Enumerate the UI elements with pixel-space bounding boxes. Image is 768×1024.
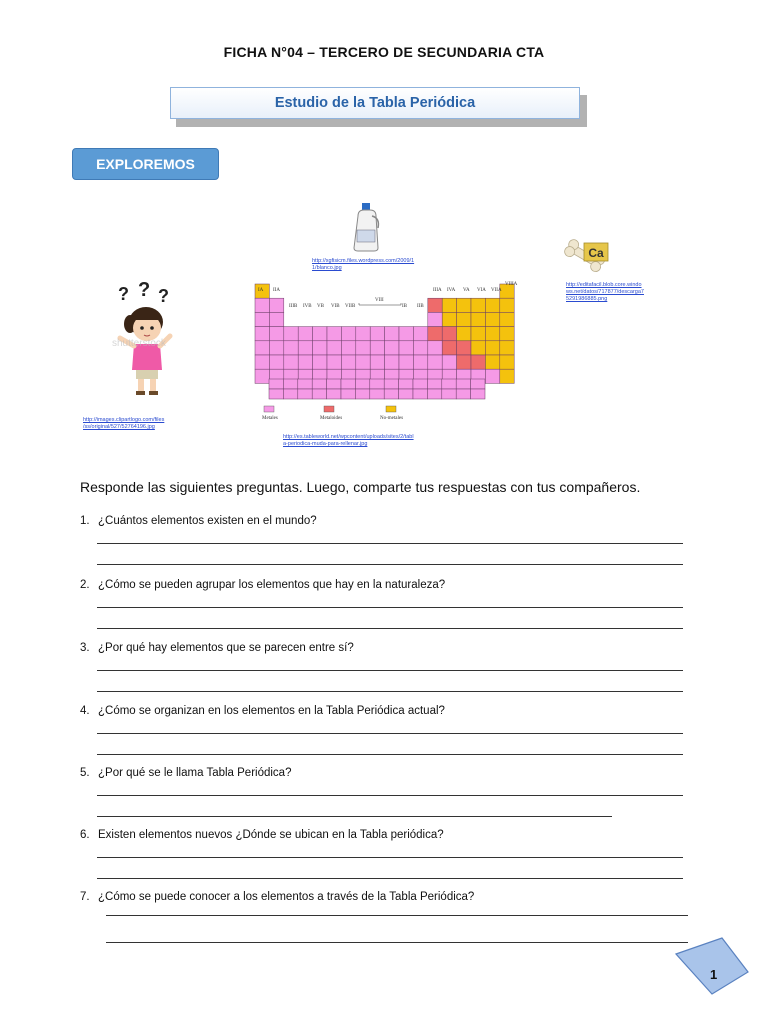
- question-text: Existen elementos nuevos ¿Dónde se ubican en la Tabla periódica?: [98, 829, 444, 841]
- element-cell: [298, 389, 312, 399]
- answer-line[interactable]: [97, 670, 683, 671]
- explore-section-label: EXPLOREMOS: [72, 148, 219, 180]
- bottle-caption[interactable]: [312, 258, 414, 272]
- legend-swatch-metalloids: [324, 406, 334, 412]
- element-cell: [471, 312, 485, 326]
- group-label: IIIB: [289, 304, 298, 309]
- group-label: VIIB: [345, 304, 356, 309]
- group-label: IB: [402, 304, 407, 309]
- group-label: VIA: [477, 288, 486, 293]
- question-item: [80, 579, 445, 591]
- element-cell: [384, 389, 398, 399]
- watermark-text: shutterstock: [112, 338, 166, 349]
- element-cell: [428, 327, 442, 341]
- answer-line[interactable]: [97, 878, 683, 879]
- element-cell: [284, 355, 298, 369]
- element-cell: [471, 379, 485, 389]
- element-cell: [298, 379, 312, 389]
- element-cell: [313, 355, 327, 369]
- element-cell: [341, 327, 355, 341]
- element-cell: [370, 327, 384, 341]
- element-cell: [313, 327, 327, 341]
- element-cell: [428, 312, 442, 326]
- element-cell: [312, 379, 326, 389]
- element-cell: [298, 327, 312, 341]
- element-cell: [255, 341, 269, 355]
- answer-line[interactable]: [97, 754, 683, 755]
- element-cell: [269, 327, 283, 341]
- element-cell: [370, 379, 384, 389]
- element-cell: [413, 389, 427, 399]
- worksheet-banner: Estudio de la Tabla Periódica: [170, 87, 580, 119]
- legend-label: Metaloides: [320, 416, 343, 421]
- element-cell: [385, 355, 399, 369]
- group-label: IIIA: [433, 288, 442, 293]
- answer-line[interactable]: [97, 564, 683, 565]
- element-cell: [457, 298, 471, 312]
- group-label: VIII: [375, 298, 384, 303]
- element-cell: [500, 355, 514, 369]
- element-cell: [298, 355, 312, 369]
- element-cell: [471, 298, 485, 312]
- girl-caption[interactable]: [83, 417, 164, 431]
- answer-line[interactable]: [97, 607, 683, 608]
- element-cell: [269, 389, 283, 399]
- thinking-girl-image: [104, 282, 184, 400]
- element-cell: [327, 341, 341, 355]
- question-number: 1.: [80, 515, 90, 527]
- bone-caption-line: ws.net/datos/717877/descarga7: [566, 289, 644, 295]
- group-label: VIIA: [491, 288, 502, 293]
- group-label: IVA: [447, 288, 456, 293]
- element-cell: [457, 341, 471, 355]
- girl-caption-line: /ss/original/527/52764196.jpg: [83, 424, 155, 430]
- element-cell: [356, 355, 370, 369]
- element-cell: [269, 379, 283, 389]
- element-cell: [327, 389, 341, 399]
- element-cell: [471, 341, 485, 355]
- answer-line[interactable]: [97, 733, 683, 734]
- element-cell: [413, 379, 427, 389]
- question-text: ¿Cómo se pueden agrupar los elementos que hay en la naturaleza?: [98, 579, 446, 591]
- element-cell: [370, 355, 384, 369]
- group-label: VB: [317, 304, 324, 309]
- bleach-bottle-image: [352, 202, 382, 252]
- element-cell: [457, 355, 471, 369]
- element-cell: [399, 379, 413, 389]
- element-cell: [500, 312, 514, 326]
- element-cell: [370, 341, 384, 355]
- question-item: [80, 515, 317, 527]
- page-number: 1: [710, 967, 718, 982]
- legend-swatch-metals: [264, 406, 274, 412]
- element-cell: [327, 327, 341, 341]
- question-mark-icon: ?: [118, 284, 129, 304]
- periodic-table-diagram: [252, 280, 524, 426]
- element-cell: [269, 298, 283, 312]
- element-cell: [255, 312, 269, 326]
- answer-line[interactable]: [97, 628, 683, 629]
- group-label: IIB: [417, 304, 424, 309]
- question-text: ¿Cómo se puede conocer a los elementos a través de la Tabla Periódica?: [98, 891, 475, 903]
- bone-caption-line: 5291986885.png: [566, 296, 608, 302]
- element-cell: [384, 379, 398, 389]
- bottle-caption-line: 1/blanco.jpg: [312, 265, 342, 271]
- answer-line[interactable]: [97, 816, 612, 817]
- element-cell: [442, 355, 456, 369]
- question-item: [80, 642, 354, 654]
- table-caption-line: http://es.tableworld.net/wpcontent/uploads/sites/2/tabl: [283, 434, 414, 440]
- element-cell: [471, 355, 485, 369]
- group-label: VA: [463, 288, 470, 293]
- element-cell: [427, 379, 441, 389]
- question-item: [80, 829, 444, 841]
- instructions-text: Responde las siguientes preguntas. Luego, comparte tus respuestas con tus compañeros.: [80, 479, 641, 495]
- question-text: ¿Por qué se le llama Tabla Periódica?: [98, 767, 292, 779]
- element-cell: [485, 369, 499, 383]
- bottle-caption-line: http://xgfisicm.files.wordpress.com/2009/1: [312, 258, 415, 264]
- element-cell: [457, 312, 471, 326]
- element-cell: [427, 389, 441, 399]
- question-item: [80, 767, 291, 779]
- element-cell: [399, 355, 413, 369]
- element-cell: [385, 327, 399, 341]
- element-cell: [442, 379, 456, 389]
- bone-caption-line: http://editafacil.blob.core.windo: [566, 282, 642, 288]
- element-cell: [341, 389, 355, 399]
- element-cell: [370, 389, 384, 399]
- calcium-symbol: Ca: [588, 246, 604, 260]
- element-cell: [442, 298, 456, 312]
- element-cell: [355, 379, 369, 389]
- answer-line[interactable]: [97, 857, 683, 858]
- question-mark-icon: ?: [158, 286, 169, 306]
- group-label: VIB: [331, 304, 340, 309]
- bone-caption[interactable]: [566, 282, 644, 303]
- element-cell: [283, 379, 297, 389]
- group-label: IVB: [303, 304, 312, 309]
- girl-caption-line: http://images.clipartlogo.com/files: [83, 417, 165, 423]
- element-cell: [341, 355, 355, 369]
- element-cell: [269, 341, 283, 355]
- question-item: [80, 891, 474, 903]
- element-cell: [456, 379, 470, 389]
- element-cell: [428, 298, 442, 312]
- element-cell: [442, 341, 456, 355]
- element-cell: [284, 341, 298, 355]
- element-cell: [471, 327, 485, 341]
- element-cell: [442, 327, 456, 341]
- answer-line[interactable]: [106, 942, 688, 943]
- element-cell: [399, 341, 413, 355]
- answer-line[interactable]: [97, 543, 683, 544]
- element-cell: [284, 327, 298, 341]
- element-cell: [385, 341, 399, 355]
- legend-label: Metales: [262, 416, 278, 421]
- element-cell: [500, 369, 514, 383]
- question-number: 5.: [80, 767, 90, 779]
- element-cell: [269, 312, 283, 326]
- element-cell: [500, 298, 514, 312]
- element-cell: [413, 355, 427, 369]
- element-cell: [442, 389, 456, 399]
- element-cell: [485, 327, 499, 341]
- element-cell: [356, 341, 370, 355]
- element-cell: [500, 327, 514, 341]
- element-cell: [399, 389, 413, 399]
- question-text: ¿Cuántos elementos existen en el mundo?: [98, 515, 317, 527]
- element-cell: [312, 389, 326, 399]
- element-cell: [485, 341, 499, 355]
- element-cell: [485, 312, 499, 326]
- element-cell: [428, 341, 442, 355]
- element-cell: [356, 327, 370, 341]
- element-cell: [355, 389, 369, 399]
- question-number: 2.: [80, 579, 90, 591]
- calcium-bone-image: [560, 237, 610, 277]
- element-cell: [413, 327, 427, 341]
- element-cell: [341, 341, 355, 355]
- element-cell: [442, 312, 456, 326]
- element-cell: [269, 355, 283, 369]
- periodic-table-cells: [255, 284, 514, 399]
- table-caption-line: a-periodica-muda-para-rellenar.jpg: [283, 441, 368, 447]
- legend-label: No-metales: [380, 416, 404, 421]
- element-cell: [255, 298, 269, 312]
- element-cell: [255, 355, 269, 369]
- element-cell: [485, 298, 499, 312]
- group-label: IA: [258, 288, 264, 293]
- question-mark-icon: ?: [138, 282, 151, 301]
- periodic-table-legend: [262, 406, 403, 421]
- table-caption[interactable]: [283, 434, 414, 448]
- group-label: IIA: [273, 288, 280, 293]
- page-title: FICHA N°04 – TERCERO DE SECUNDARIA CTA: [223, 44, 545, 60]
- element-cell: [485, 355, 499, 369]
- element-cell: [457, 327, 471, 341]
- question-item: [80, 705, 445, 717]
- question-number: 3.: [80, 642, 90, 654]
- element-cell: [255, 369, 269, 383]
- answer-line[interactable]: [106, 915, 688, 916]
- question-number: 4.: [80, 705, 90, 717]
- element-cell: [471, 389, 485, 399]
- element-cell: [399, 327, 413, 341]
- question-number: 6.: [80, 829, 90, 841]
- question-number: 7.: [80, 891, 90, 903]
- answer-line[interactable]: [97, 795, 683, 796]
- element-cell: [327, 355, 341, 369]
- element-cell: [255, 327, 269, 341]
- element-cell: [500, 341, 514, 355]
- answer-line[interactable]: [97, 691, 683, 692]
- group-label: VIIIA: [505, 282, 518, 287]
- question-text: ¿Por qué hay elementos que se parecen entre sí?: [98, 642, 354, 654]
- element-cell: [313, 341, 327, 355]
- element-cell: [428, 355, 442, 369]
- element-cell: [298, 341, 312, 355]
- legend-swatch-nonmetals: [386, 406, 396, 412]
- page-number-badge: [672, 936, 752, 996]
- element-cell: [456, 389, 470, 399]
- element-cell: [283, 389, 297, 399]
- question-text: ¿Cómo se organizan en los elementos en la Tabla Periódica actual?: [98, 705, 445, 717]
- element-cell: [413, 341, 427, 355]
- element-cell: [327, 379, 341, 389]
- element-cell: [341, 379, 355, 389]
